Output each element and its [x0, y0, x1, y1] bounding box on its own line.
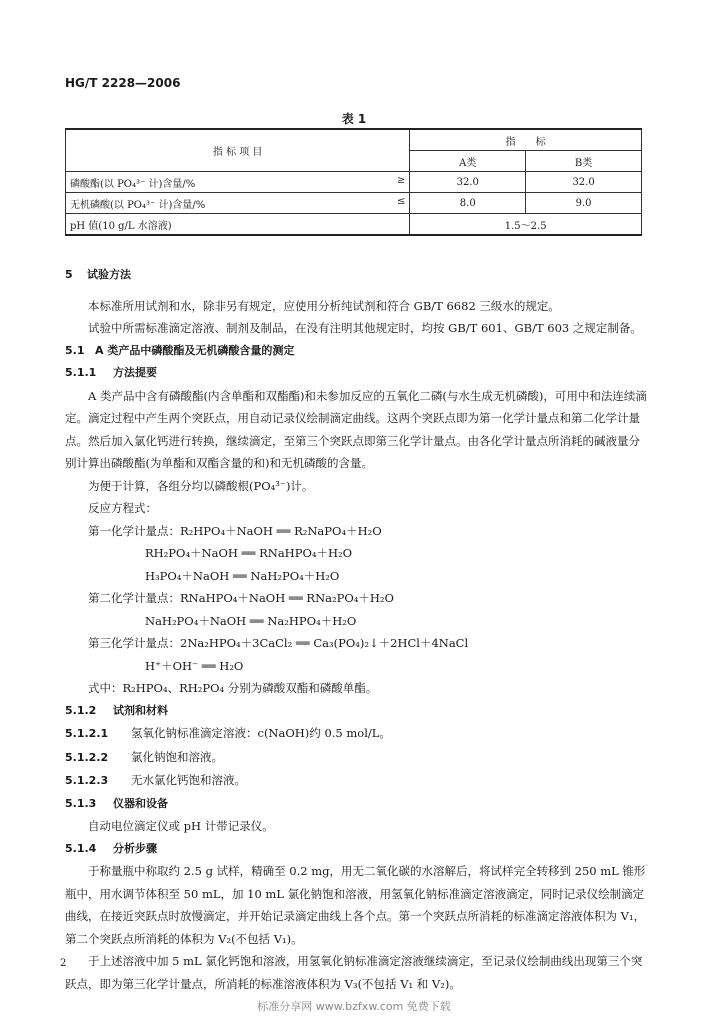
equation: NaH₂PO₄＋NaOH ══ Na₂HPO₄＋H₂O [145, 613, 357, 628]
section-heading: 5.1.3 仪器和设备 [65, 796, 168, 810]
standard-code-header: HG/T 2228—2006 [65, 76, 181, 90]
row-value-b: 9.0 [526, 193, 642, 214]
spec-table [65, 128, 642, 236]
paragraph: 试验中所需标准滴定溶液、制剂及制品，在没有注明其他规定时，均按 GB/T 601、GB/T 603 之规定制备。 [88, 321, 642, 335]
paragraph: 式中：R₂HPO₄、RH₂PO₄ 分别为磷酸双酯和磷酸单酯。 [88, 681, 378, 695]
table-row [66, 214, 642, 236]
paragraph: 于称量瓶中称取约 2.5 g 试样，精确至 0.2 mg，用无二氧化碳的水溶解后，将试样完全转移到 250 mL 锥形瓶中，用水调节体积至 50 mL，加 10 mL 氯化钠饱和溶液，用氢氧化钠标准滴定溶液滴定，同时记录仪绘制滴定曲线，在接近突跃点时放慢滴定，并开始记录滴定曲线上各个点。第一个突跃点所消耗的标准滴定溶液体积为 V₁，第二个突跃点所消耗的体积为 V₂(不包括 V₁)。 [65, 864, 646, 946]
row-item: pH 值(10 g/L 水溶液) [66, 214, 410, 236]
section-heading: 5.1.4 分析步骤 [65, 841, 157, 855]
section-heading: 5.1.2 试剂和材料 [65, 703, 168, 717]
row-limit: ≥ [396, 174, 406, 186]
section-heading: 5 试验方法 [65, 268, 131, 281]
table-head-index: 指 标 [410, 129, 642, 151]
row-value-merged: 1.5～2.5 [410, 214, 642, 236]
paragraph: 本标准所用试剂和水，除非另有规定，应使用分析纯试剂和符合 GB/T 6682 三级水的规定。 [88, 298, 560, 313]
paragraph: 自动电位滴定仪或 pH 计带记录仪。 [88, 819, 274, 833]
row-item: 磷酸酯(以 PO₄³⁻ 计)含量/% [70, 178, 196, 190]
table-head-item: 指 标 项 目 [66, 129, 410, 172]
row-item: 无机磷酸(以 PO₄³⁻ 计)含量/% [70, 199, 206, 211]
reagent-item: 5.1.2.1 氢氧化钠标准滴定溶液：c(NaOH)约 0.5 mol/L。 [65, 726, 391, 740]
table-row [66, 193, 642, 214]
row-value-b: 32.0 [526, 172, 642, 193]
reagent-item: 5.1.2.3 无水氯化钙饱和溶液。 [65, 773, 246, 787]
equation: 第二化学计量点：RNaHPO₄＋NaOH ══ RNa₂PO₄＋H₂O [88, 591, 394, 605]
table-head-class-b: B类 [526, 151, 642, 172]
watermark-footer: 标准分享网 www.bzfxw.com 免费下载 [257, 1000, 451, 1013]
equation: 第一化学计量点：R₂HPO₄＋NaOH ══ R₂NaPO₄＋H₂O [88, 523, 382, 538]
table-row [66, 172, 642, 193]
equation: 第三化学计量点：2Na₂HPO₄＋3CaCl₂ ══ Ca₃(PO₄)₂↓＋2HCl＋4NaCl [88, 636, 469, 650]
row-value-a: 8.0 [410, 193, 526, 214]
body-text [65, 264, 650, 995]
equation: H₃PO₄＋NaOH ══ NaH₂PO₄＋H₂O [145, 568, 340, 583]
equation: RH₂PO₄＋NaOH ══ RNaHPO₄＋H₂O [145, 546, 353, 560]
paragraph: A 类产品中含有磷酸酯(内含单酯和双酯酯)和未参加反应的五氧化二磷(与水生成无机磷酸)，可用中和法连续滴定。滴定过程中产生两个突跃点，用自动记录仪绘制滴定曲线。这两个突跃点即为第一化学计量点和第二化学计量点。然后加入氯化钙进行转换，继续滴定，至第三个突跃点即第三化学计量点。由各化学计量点所消耗的碱液量分别计算出磷酸酯(为单酯和双酯含量的和)和无机磷酸的含量。 [65, 388, 647, 470]
section-heading: 5.1.1 方法提要 [65, 366, 157, 379]
row-limit: ≤ [396, 195, 406, 207]
paragraph: 于上述溶液中加 5 mL 氯化钙饱和溶液，用氢氧化钠标准滴定溶液继续滴定，至记录仪绘制曲线出现第三个突跃点，即为第三化学计量点，所消耗的标准溶液体积为 V₃(不包括 V₁ 和 V₂)。 [65, 954, 643, 991]
table-head-class-a: A类 [410, 151, 526, 172]
table-title: 表 1 [341, 112, 367, 126]
reagent-item: 5.1.2.2 氯化钠饱和溶液。 [65, 749, 223, 764]
row-value-a: 32.0 [410, 172, 526, 193]
equation: H⁺＋OH⁻ ══ H₂O [145, 658, 244, 673]
page-number: 2 [60, 958, 67, 969]
paragraph: 为便于计算，各组分均以磷酸根(PO₄³⁻)计。 [88, 478, 314, 493]
paragraph: 反应方程式： [88, 501, 157, 515]
section-heading: 5.1 A 类产品中磷酸酯及无机磷酸含量的测定 [65, 343, 295, 357]
